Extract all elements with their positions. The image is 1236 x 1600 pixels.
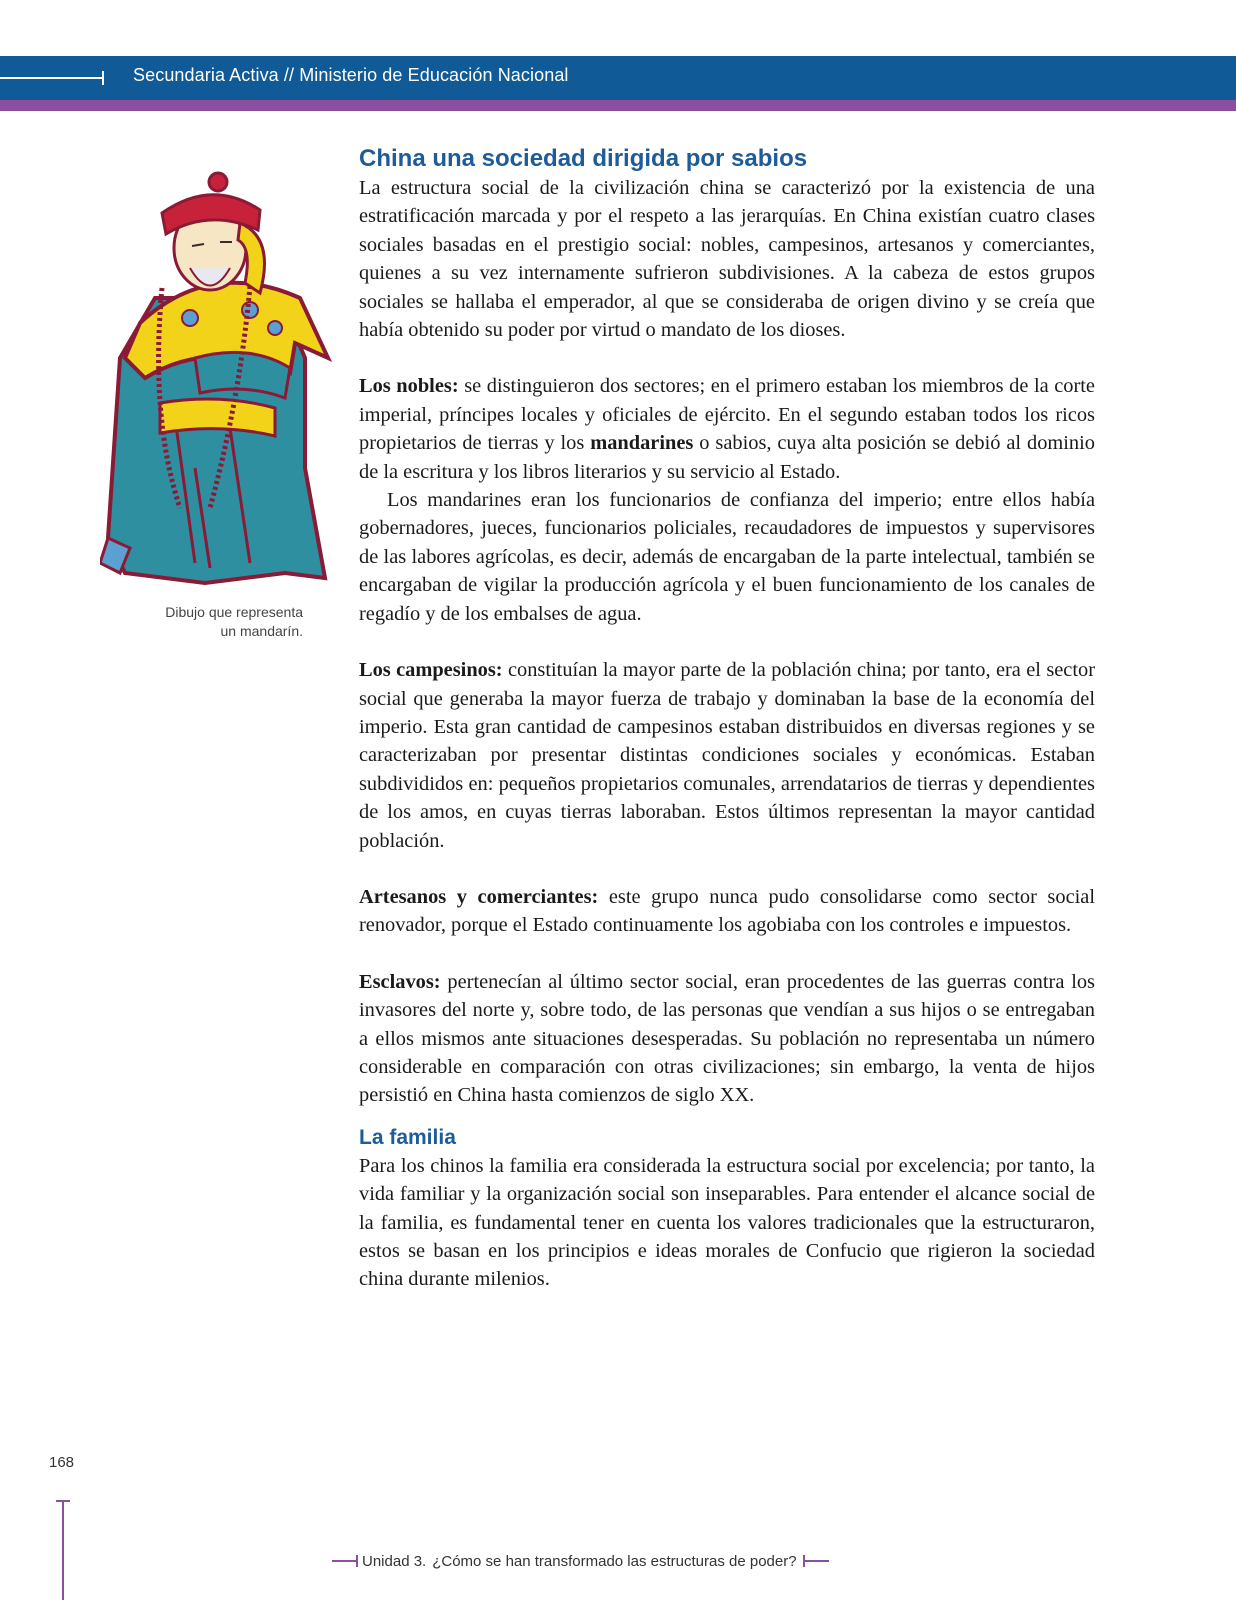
footer-rule-right: [803, 1560, 829, 1562]
nobles-paragraph: [359, 372, 1095, 486]
figure-caption: [120, 603, 303, 641]
campesinos-paragraph: [359, 656, 1095, 855]
campesinos-text: constituían la mayor parte de la población china; por tanto, era el sector social que generaba la mayor fuerza de trabajo y dominaban la base de la economía del imperio. Esta gran cantidad de campesinos estaban distribuidos en diversas regiones y se caracterizaban por presentar distintas condiciones sociales y económicas. Estaban subdivididos en: pequeños propietarios comunales, arrendatarios de tierras y dependientes de los amos, en cuyas tierras laboraban. Estos últimos representan la mayor cantidad población.: [359, 659, 1096, 852]
article: [359, 144, 1095, 1294]
header-title: Secundaria Activa // Ministerio de Educación Nacional: [133, 65, 569, 85]
nobles-text-a: se distinguieron dos sectores; en el primero estaban los miembros de la corte imperial, príncipes locales y oficiales de ejército. En el segundo estaban todos los ricos propietarios de tierras y los: [359, 375, 1095, 455]
artesanos-text: este grupo nunca pudo consolidarse como sector social renovador, porque el Estado continuamente los agobiaba con los controles e impuestos.: [359, 885, 1095, 937]
esclavos-label: Esclavos:: [359, 970, 441, 993]
header-rule: [0, 77, 104, 79]
article-title: China una sociedad dirigida por sabios: [359, 145, 808, 172]
caption-line: un mandarín.: [220, 623, 303, 639]
footer-question: ¿Cómo se han transformado las estructuras de poder?: [432, 1552, 797, 1570]
artesanos-label: Artesanos y comerciantes:: [359, 885, 599, 908]
artesanos-paragraph: [359, 883, 1095, 940]
campesinos-label: Los campesinos:: [359, 659, 503, 682]
footer: [332, 1550, 829, 1572]
header-stripe: [0, 100, 1236, 111]
familia-title: La familia: [359, 1125, 456, 1149]
left-margin-rule-tick: [56, 1500, 70, 1502]
footer-rule-left: [332, 1560, 358, 1562]
esclavos-paragraph: [359, 968, 1095, 1110]
mandarin-illustration: [100, 168, 340, 608]
footer-unit: Unidad 3.: [362, 1552, 427, 1570]
intro-paragraph: La estructura social de la civilización china se caracterizó por la existencia de una estratificación marcada y por el respeto a las jerarquías. En China existían cuatro clases sociales basadas en el prestigio social: nobles, campesinos, artesanos y comerciantes, quienes a su vez internamente sufrieron subdivisiones. A la cabeza de estos grupos sociales se hallaba el emperador, al que se consideraba de origen divino y se creía que había obtenido su poder por virtud o mandato de los dioses.: [359, 177, 1095, 342]
mandarines-paragraph: Los mandarines eran los funcionarios de confianza del imperio; entre ellos había gobernadores, jueces, funcionarios policiales, recaudadores de impuestos y supervisores de las labores agrícolas, es decir, además de encargaban de la parte intelectual, también se encargaban de vigilar la producción agrícola y el buen funcionamiento de los canales de regadío y de los embalses de agua.: [359, 489, 1095, 625]
nobles-text-b: o sabios, cuya alta posición se debió al dominio de la escritura y los libros literarios y su servicio al Estado.: [359, 432, 1095, 483]
nobles-label: Los nobles:: [359, 375, 459, 398]
mandarines-term: mandarines: [590, 432, 694, 455]
caption-line: Dibujo que representa: [165, 604, 303, 620]
header-rule-tick: [102, 71, 104, 85]
left-margin-rule: [62, 1500, 64, 1600]
familia-paragraph: Para los chinos la familia era considerada la estructura social por excelencia; por tanto, la vida familiar y la organización social son inseparables. Para entender el alcance social de la familia, es fundamental tener en cuenta los valores tradicionales que la estructuraron, estos se basan en los principios e ideas morales de Confucio que rigieron la sociedad china durante milenios.: [359, 1154, 1095, 1291]
esclavos-text: pertenecían al último sector social, eran procedentes de las guerras contra los invasores del norte y, sobre todo, de las personas que vendían a sus hijos o se entregaban a ellos mismos ante situaciones desesperadas. Su población no representaba un número considerable en comparación con otras civilizaciones; sin embargo, la venta de hijos persistió en China hasta comienzos de siglo XX.: [359, 970, 1095, 1107]
page-number: 168: [49, 1454, 75, 1471]
